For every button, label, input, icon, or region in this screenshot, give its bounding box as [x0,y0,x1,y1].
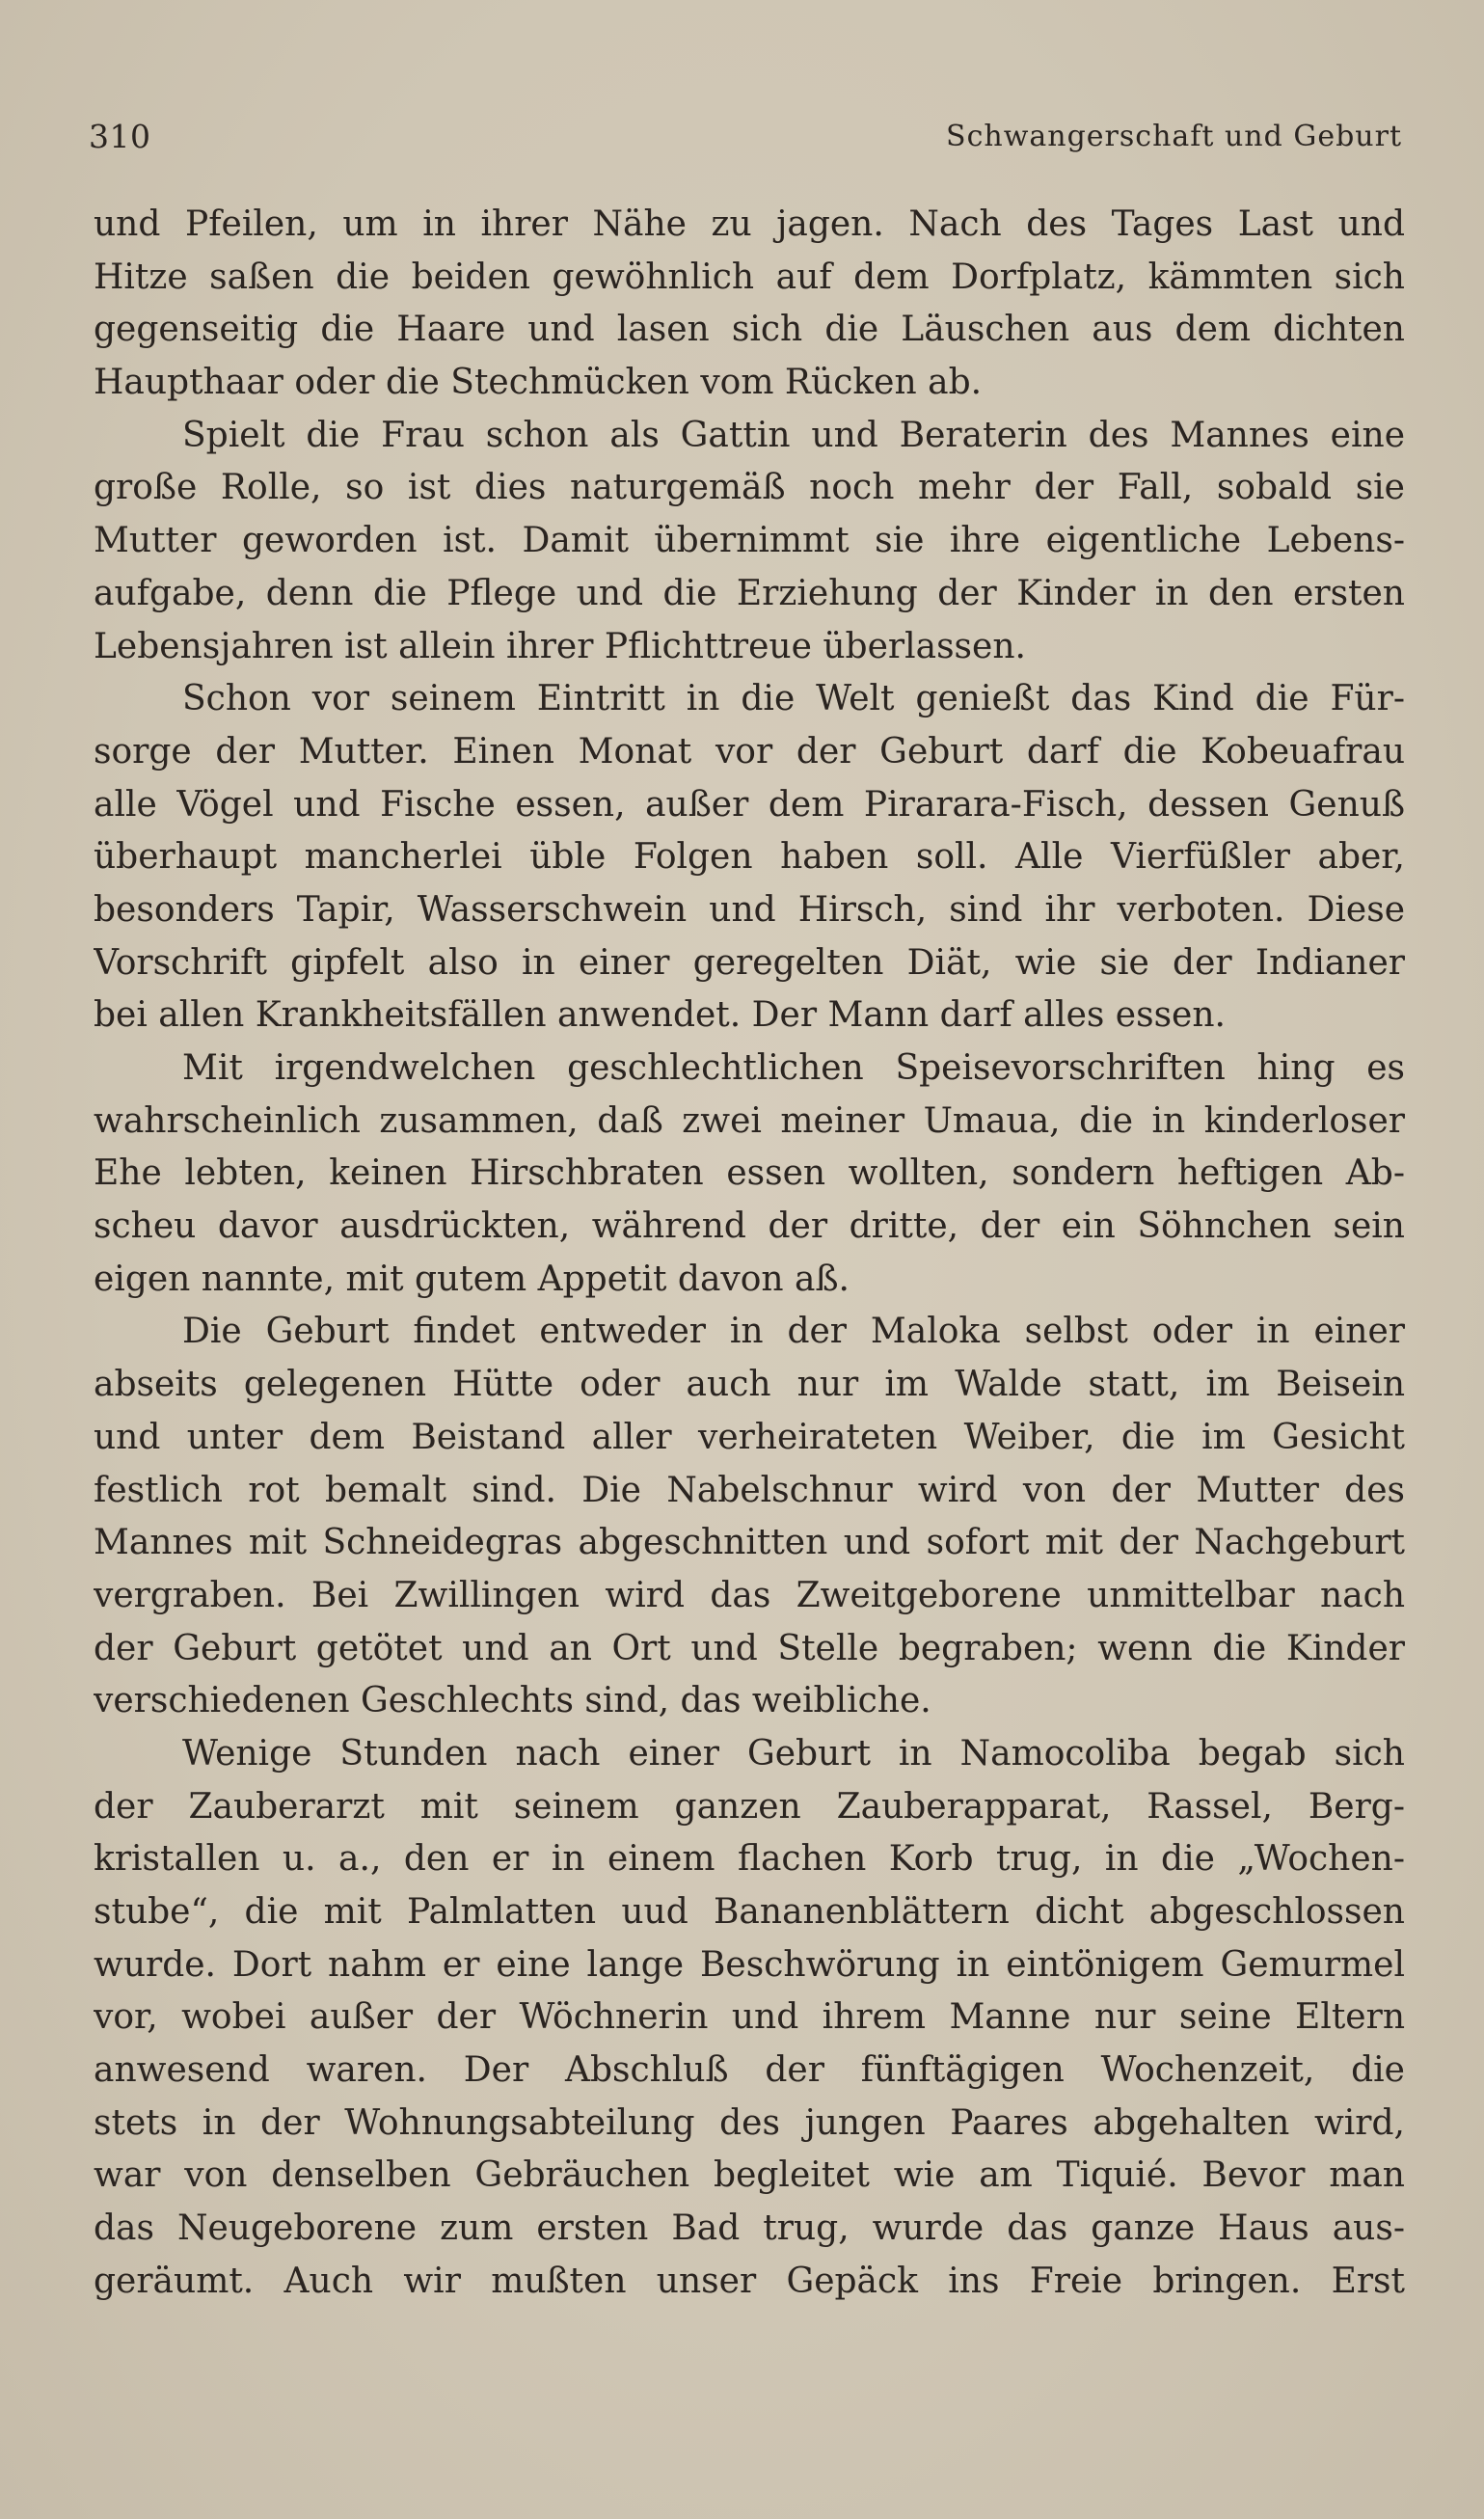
paragraph [94,199,1405,410]
text-line: das Neugeborene zum ersten Bad trug, wurde das ganze Haus aus- [94,2208,1405,2249]
text-line: Vorschrift gipfelt also in einer geregelten Diät, wie sie der Indianer [94,942,1405,983]
text-line: Spielt die Frau schon als Gattin und Beraterin des Mannes eine [182,415,1405,455]
text-line: wahrscheinlich zusammen, daß zwei meiner Umaua, die in kinderloser [94,1100,1405,1141]
text-line: Lebensjahren ist allein ihrer Pflichttreue überlassen. [94,626,1026,666]
text-line: der Zauberarzt mit seinem ganzen Zauberapparat, Rassel, Berg- [94,1786,1405,1827]
text-line: gegenseitig die Haare und lasen sich die Läuschen aus dem dichten [94,310,1405,350]
paragraph [94,1306,1405,1728]
paragraph [94,673,1405,1043]
text-body [94,199,1405,2309]
text-line: festlich rot bemalt sind. Die Nabelschnur wird von der Mutter des [94,1470,1405,1510]
page-number: 310 [89,118,151,155]
text-line: Wenige Stunden nach einer Geburt in Namocoliba begab sich [182,1733,1405,1774]
text-line: große Rolle, so ist dies naturgemäß noch mehr der Fall, sobald sie [94,468,1405,508]
text-line: Ehe lebten, keinen Hirschbraten essen wollten, sondern heftigen Ab- [94,1153,1405,1194]
text-line: scheu davor ausdrückten, während der dritte, der ein Söhnchen sein [94,1206,1405,1247]
text-line: und unter dem Beistand aller verheirateten Weiber, die im Gesicht [94,1417,1405,1457]
text-line: stets in der Wohnungsabteilung des jungen Paares abgehalten wird, [94,2102,1405,2143]
text-line: vor, wobei außer der Wöchnerin und ihrem Manne nur seine Eltern [94,1997,1405,2038]
text-line: abseits gelegenen Hütte oder auch nur im Walde statt, im Beisein [94,1365,1405,1405]
text-line: verschiedenen Geschlechts sind, das weibliche. [94,1681,931,1721]
section-title: Schwangerschaft und Geburt [946,120,1402,153]
text-line: eigen nannte, mit gutem Appetit davon aß. [94,1259,850,1299]
text-line: Hitze saßen die beiden gewöhnlich auf dem Dorfplatz, kämmten sich [94,257,1405,297]
text-line: vergraben. Bei Zwillingen wird das Zweitgeborene unmittelbar nach [94,1575,1405,1615]
text-line: Mannes mit Schneidegras abgeschnitten und sofort mit der Nachgeburt [94,1523,1405,1563]
text-line: Haupthaar oder die Stechmücken vom Rücken ab. [94,363,983,403]
text-line: Die Geburt findet entweder in der Maloka selbst oder in einer [182,1312,1405,1352]
text-line: Mutter geworden ist. Damit übernimmt sie ihre eigentliche Lebens- [94,521,1405,561]
text-line: überhaupt mancherlei üble Folgen haben soll. Alle Vierfüßler aber, [94,837,1405,878]
text-line: wurde. Dort nahm er eine lange Beschwörung in eintönigem Gemurmel [94,1944,1405,1985]
text-line: alle Vögel und Fische essen, außer dem Pirarara-Fisch, dessen Genuß [94,784,1405,825]
text-line: bei allen Krankheitsfällen anwendet. Der Mann darf alles essen. [94,995,1226,1036]
text-line: war von denselben Gebräuchen begleitet wie am Tiquié. Bevor man [94,2155,1405,2196]
text-line: geräumt. Auch wir mußten unser Gepäck ins Freie bringen. Erst [94,2261,1405,2301]
paragraph [94,1728,1405,2309]
text-line: anwesend waren. Der Abschluß der fünftägigen Wochenzeit, die [94,2050,1405,2091]
paragraph [94,1043,1405,1306]
running-head [89,118,1402,166]
text-line: sorge der Mutter. Einen Monat vor der Geburt darf die Kobeuafrau [94,731,1405,772]
text-line: kristallen u. a., den er in einem flachen Korb trug, in die „Wochen- [94,1839,1405,1880]
text-line: Mit irgendwelchen geschlechtlichen Speisevorschriften hing es [182,1048,1405,1088]
text-line: stube“, die mit Palmlatten uud Bananenblättern dicht abgeschlossen [94,1892,1405,1932]
text-line: Schon vor seinem Eintritt in die Welt genießt das Kind die Für- [182,679,1405,719]
text-line: aufgabe, denn die Pflege und die Erziehung der Kinder in den ersten [94,573,1405,613]
text-line: der Geburt getötet und an Ort und Stelle begraben; wenn die Kinder [94,1628,1405,1668]
paragraph [94,410,1405,673]
text-line: und Pfeilen, um in ihrer Nähe zu jagen. Nach des Tages Last und [94,204,1405,244]
text-line: besonders Tapir, Wasserschwein und Hirsch, sind ihr verboten. Diese [94,889,1405,930]
